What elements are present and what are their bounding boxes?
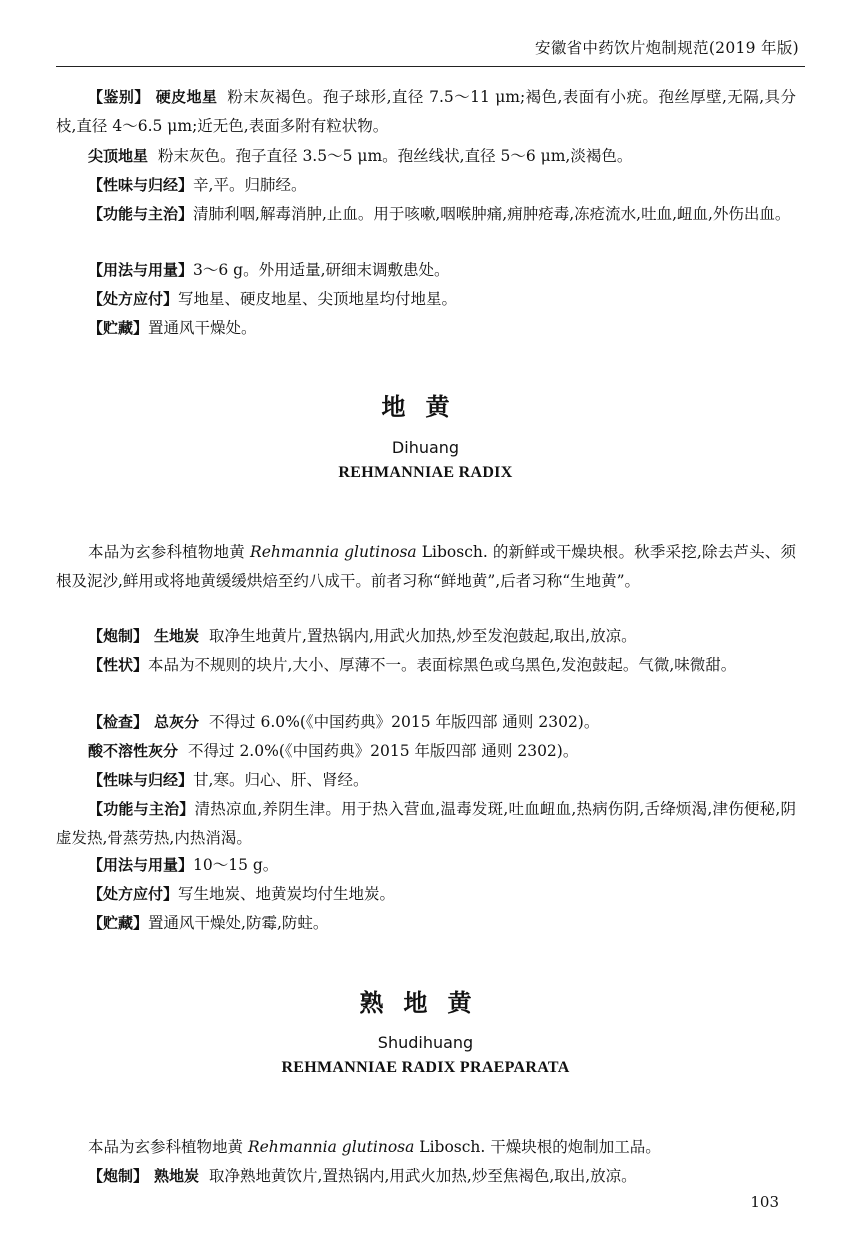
header-divider (56, 66, 805, 67)
section-text: 粉末灰褐色。孢子球形,直径 7.5～11 μm;褐色,表面有小疣。孢丝厚壁,无隔,具分枝,直径 4～6.5 μm;近无色,表面多附有粒状物。 (56, 88, 796, 135)
species-name: Rehmannia glutinosa (250, 543, 417, 561)
subsection-label: 生地炭 (154, 627, 200, 645)
section-text: 清热凉血,养阴生津。用于热入营血,温毒发斑,吐血衄血,热病伤阴,舌绛烦渴,津伤便秘,阴虚发热,骨蒸劳热,内热消渴。 (56, 800, 796, 847)
subsection-label: 酸不溶性灰分 (88, 742, 179, 760)
section-label: 【性味与归经】 (88, 771, 194, 789)
running-header: 安徽省中药饮片炮制规范(2019 年版) (535, 39, 799, 57)
section-text: 10～15 g。 (193, 856, 279, 874)
section-label: 【功能与主治】 (88, 205, 194, 223)
section-label: 【贮藏】 (88, 319, 149, 337)
section-text: 3～6 g。外用适量,研细末调敷患处。 (193, 261, 450, 279)
dixing-prescription (56, 285, 796, 314)
dihuang-intro (56, 538, 796, 596)
dixing-function (56, 200, 796, 229)
dihuang-storage (56, 909, 796, 938)
section-label: 【用法与用量】 (88, 261, 194, 279)
dixing-nature-meridian (56, 171, 796, 200)
subsection-label: 尖顶地星 (88, 147, 149, 165)
section-text: 清肺利咽,解毒消肿,止血。用于咳嗽,咽喉肿痛,痈肿疮毒,冻疮流水,吐血,衄血,外伤出血。 (193, 205, 791, 223)
section-text: 辛,平。归肺经。 (193, 176, 307, 194)
dihuang-function (56, 795, 796, 853)
monograph-pinyin-shudihuang: Shudihuang (377, 1033, 474, 1052)
section-text: 甘,寒。归心、肝、肾经。 (193, 771, 369, 789)
section-label: 【处方应付】 (88, 290, 179, 308)
section-label: 【炮制】 (88, 627, 149, 645)
dihuang-inspection-2 (56, 737, 796, 766)
intro-text: 本品为玄参科植物地黄 (88, 1138, 248, 1156)
section-label: 【处方应付】 (88, 885, 179, 903)
section-text: 粉末灰色。孢子直径 3.5～5 μm。孢丝线状,直径 5～6 μm,淡褐色。 (158, 147, 633, 165)
dihuang-processing (56, 622, 796, 651)
dihuang-inspection-1 (56, 708, 796, 737)
section-text: 取净生地黄片,置热锅内,用武火加热,炒至发泡鼓起,取出,放凉。 (209, 627, 637, 645)
section-label: 【鉴别】 (88, 88, 150, 106)
monograph-latin-shudihuang: REHMANNIAE RADIX PRAEPARATA (281, 1059, 570, 1076)
section-text: 写地星、硬皮地星、尖顶地星均付地星。 (178, 290, 458, 308)
section-label: 【用法与用量】 (88, 856, 194, 874)
monograph-latin-dihuang: REHMANNIAE RADIX (338, 464, 513, 481)
monograph-title-dihuang: 地黄 (381, 393, 470, 421)
subsection-label: 总灰分 (154, 713, 200, 731)
subsection-label: 硬皮地星 (155, 88, 218, 106)
monograph-pinyin-dihuang: Dihuang (391, 438, 460, 457)
section-label: 【贮藏】 (88, 914, 149, 932)
dixing-dosage (56, 256, 796, 285)
section-text: 本品为不规则的块片,大小、厚薄不一。表面棕黑色或乌黑色,发泡鼓起。气微,味微甜。 (148, 656, 737, 674)
section-text: 置通风干燥处。 (148, 319, 257, 337)
dihuang-prescription (56, 880, 796, 909)
dihuang-characteristics (56, 651, 796, 680)
section-label: 【性状】 (88, 656, 149, 674)
section-label: 【性味与归经】 (88, 176, 194, 194)
section-text: 不得过 6.0%(《中国药典》2015 年版四部 通则 2302)。 (209, 713, 600, 731)
shudihuang-intro (56, 1133, 796, 1162)
intro-text: Libosch. 的新鲜或干燥块根。秋季采挖,除去芦头、须根及泥沙,鲜用或将地黄缓缓烘焙至约八成干。前者习称“鲜地黄”,后者习称“生地黄”。 (56, 543, 796, 590)
shudihuang-processing (56, 1162, 796, 1191)
page-number: 103 (750, 1193, 779, 1211)
monograph-title-shudihuang: 熟地黄 (359, 989, 492, 1017)
section-label: 【炮制】 (88, 1167, 149, 1185)
subsection-label: 熟地炭 (154, 1167, 200, 1185)
section-text: 不得过 2.0%(《中国药典》2015 年版四部 通则 2302)。 (188, 742, 579, 760)
section-text: 置通风干燥处,防霉,防蛀。 (148, 914, 329, 932)
dixing-identification-1 (56, 83, 796, 141)
intro-text: 本品为玄参科植物地黄 (88, 543, 251, 561)
intro-text: Libosch. 干燥块根的炮制加工品。 (414, 1138, 661, 1156)
species-name: Rehmannia glutinosa (247, 1138, 415, 1156)
section-text: 写生地炭、地黄炭均付生地炭。 (178, 885, 396, 903)
dixing-storage (56, 314, 796, 343)
dihuang-nature-meridian (56, 766, 796, 795)
dixing-identification-2 (56, 142, 796, 171)
dihuang-dosage (56, 851, 796, 880)
section-label: 【检查】 (88, 713, 149, 731)
section-label: 【功能与主治】 (88, 800, 195, 818)
section-text: 取净熟地黄饮片,置热锅内,用武火加热,炒至焦褐色,取出,放凉。 (209, 1167, 637, 1185)
